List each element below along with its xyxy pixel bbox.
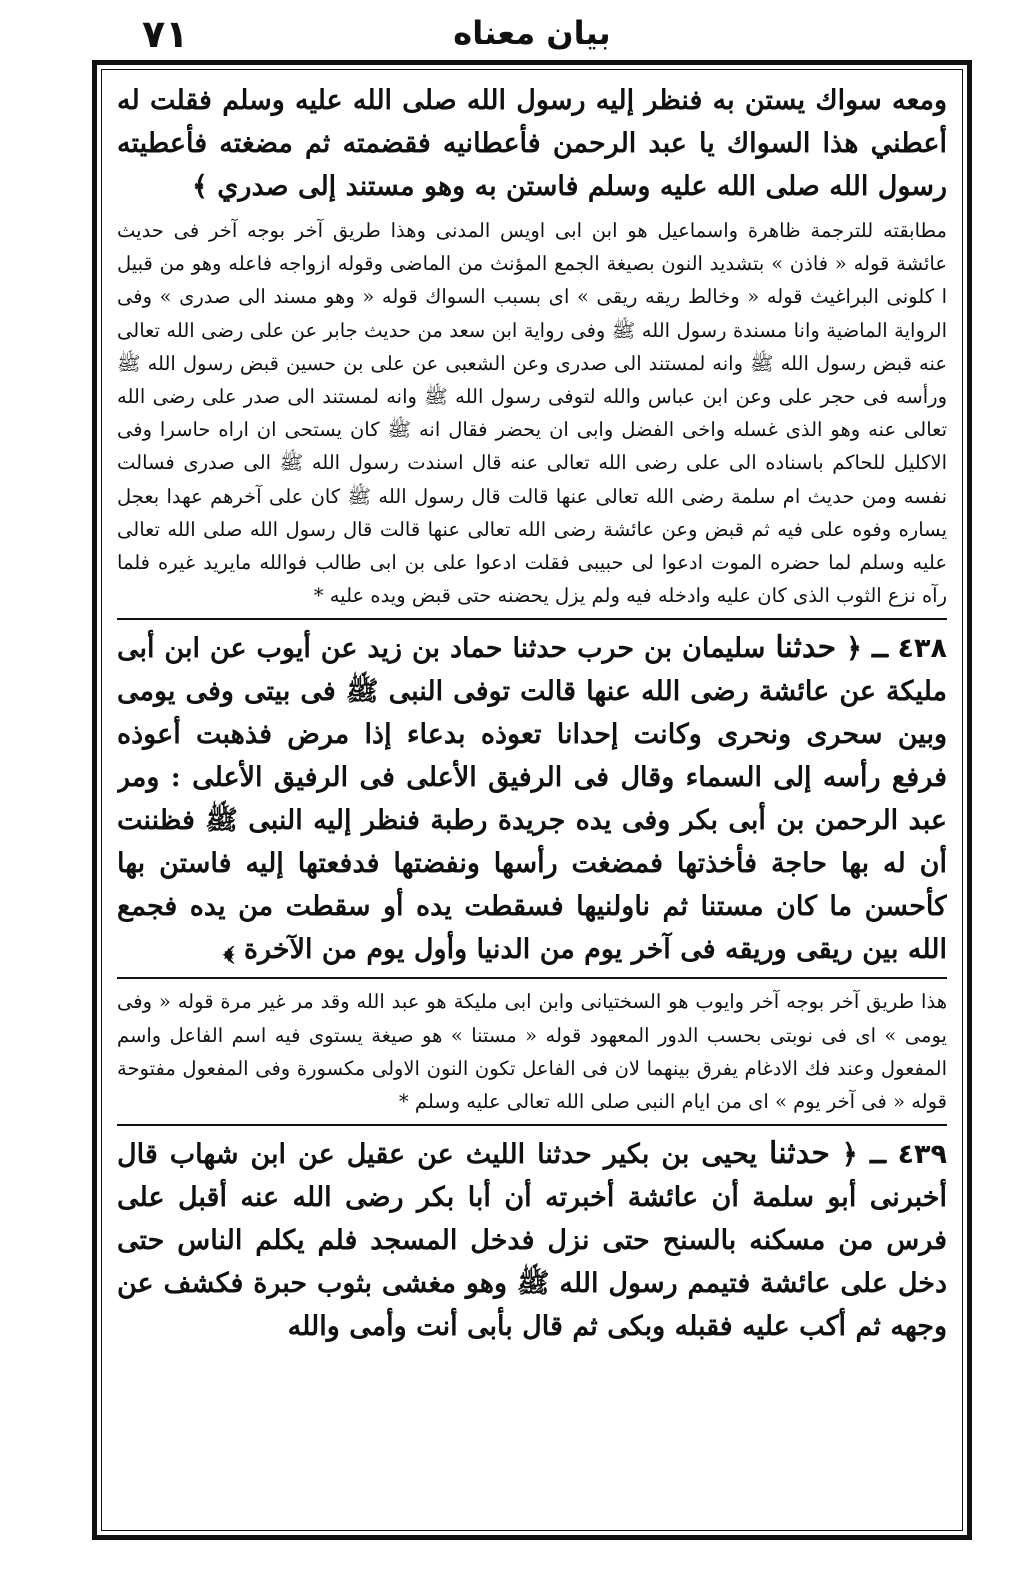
commentary-text: هذا طريق آخر بوجه آخر وايوب هو السختيانى وابن ابى مليكة هو عبد الله وقد مر غير مرة قوله « وفى يومى » اى فى نوبتى بحسب الدور المعهود قوله « مستنا » هو صيغة يستوى فيه اسم الفاعل واسم المفعول وعند فك الادغام يفرق بينهما لان فى الفاعل تكون النون الاولى مكسورة وفى المفعول مفتوحة قوله « فى آخر يوم » اى من ايام النبى صلى الله تعالى عليه وسلم * xyxy=(117,990,947,1114)
page-number: ٧١ xyxy=(142,12,189,56)
hadith-number: ٤٣٨ xyxy=(897,633,947,665)
commentary-paragraph xyxy=(117,985,947,1118)
commentary-text: مطابقته للترجمة ظاهرة واسماعيل هو ابن ابى اويس المدنى وهذا طريق آخر بوجه آخر فى حديث عائشة قوله « فاذن » بتشديد النون بصيغة الجمع المؤنث من الماضى وقوله ازواجه فاعله وهو من قبيل ا كلونى البراغيث قوله « وخالط ريقه ريقى » اى بسبب السواك قوله « وهو مسند الى صدرى » وفى الرواية الماضية وانا مسندة رسول الله ﷺ وفى رواية ابن سعد من حديث جابر عن على رضى الله تعالى عنه قبض رسول الله ﷺ وانه لمستند الى صدرى وعن الشعبى عن على بن حسين قبض رسول الله ﷺ ورأسه فى حجر على وعن ابن عباس والله لتوفى رسول الله ﷺ وانه لمستند الى صدر على رضى الله تعالى عنه وهو الذى غسله واخى الفضل وابى ان يحضر فقال انه ﷺ كان يستحى ان اراه حاسرا وفى الاكليل للحاكم باسناده الى على رضى الله تعالى عنه قال اسندت رسول الله ﷺ الى صدرى فسالت نفسه ومن حديث ام سلمة رضى الله تعالى عنها قالت قال رسول الله ﷺ كان على آخرهم عهدا بعجل يساره وفوه على فيه ثم قبض وعن عائشة رضى الله تعالى عنها قالت قال رسول الله صلى الله تعالى عليه وسلم لما حضره الموت ادعوا لى حبيبى فقلت ادعوا على بن ابى طالب فوالله مايريد غيره فلما رآه نزع الثوب الذى كان عليه وادخله فيه ولم يزل يحضنه حتى قبض ويده عليه * xyxy=(117,219,947,608)
haddathana-heading: حدثنا xyxy=(775,630,837,666)
running-title: بيان معناه xyxy=(453,14,611,52)
page-content xyxy=(117,79,947,1521)
page-header xyxy=(92,12,972,56)
hadith-438: ٤٣٨ ـ ﴿ حدثنا سليمان بن حرب حدثنا حماد بن زيد عن أيوب عن ابن أبى مليكة عن عائشة رضى الله عنها قالت توفى النبى ﷺ فى بيتى وفى يومى وبين سحرى ونحرى وكانت إحدانا تعوذه بدعاء إذا مرض فذهبت أعوذه فرفع رأسه إلى السماء وقال فى الرفيق الأعلى فى الرفيق الأعلى : ومر عبد الرحمن بن أبى بكر وفى يده جريدة رطبة فنظر إليه النبى ﷺ فظننت أن له بها حاجة فأخذتها فمضغت رأسها ونفضتها فدفعتها إليه فاستن بها كأحسن ما كان مستنا ثم ناولنيها فسقطت يده أو سقطت من يده فجمع الله بين ريقى وريقه فى آخر يوم من الدنيا وأول يوم من الآخرة ﴾ xyxy=(117,630,947,966)
hadith-439: ٤٣٩ ـ ﴿ حدثنا يحيى بن بكير حدثنا الليث عن عقيل عن ابن شهاب قال أخبرنى أبو سلمة أن عائشة أخبرته أن أبا بكر رضى الله عنه أقبل على فرس من مسكنه بالسنح حتى نزل فدخل المسجد فلم يكلم الناس حتى دخل على عائشة فتيمم رسول الله ﷺ وهو مغشى بثوب حبرة فكشف عن وجهه ثم أكب عليه فقبله وبكى ثم قال بأبى أنت وأمى والله xyxy=(117,1136,947,1343)
matn-text: يحيى بن بكير حدثنا الليث عن عقيل عن ابن شهاب قال أخبرنى أبو سلمة أن عائشة أخبرته أن أبا بكر رضى الله عنه أقبل على فرس من مسكنه بالسنح حتى نزل فدخل المسجد فلم يكلم الناس حتى دخل على عائشة فتيمم رسول الله ﷺ وهو مغشى بثوب حبرة فكشف عن وجهه ثم أكب عليه فقبله وبكى ثم قال بأبى أنت وأمى والله xyxy=(117,1139,947,1343)
matn-text: ومعه سواك يستن به فنظر إليه رسول الله صلى الله عليه وسلم فقلت له أعطني هذا السواك يا عبد الرحمن فأعطانيه فقضمته ثم مضغته فأعطيته رسول الله صلى الله عليه وسلم فاستن به وهو مستند إلى صدري xyxy=(117,85,947,202)
matn-text: سليمان بن حرب حدثنا حماد بن زيد عن أيوب عن ابن أبى مليكة عن عائشة رضى الله عنها قالت توفى النبى ﷺ فى بيتى وفى يومى وبين سحرى ونحرى وكانت إحدانا تعوذه بدعاء إذا مرض فذهبت أعوذه فرفع رأسه إلى السماء وقال فى الرفيق الأعلى فى الرفيق الأعلى : ومر عبد الرحمن بن أبى بكر وفى يده جريدة رطبة فنظر إليه النبى ﷺ فظننت أن له بها حاجة فأخذتها فمضغت رأسها ونفضتها فدفعتها إليه فاستن بها كأحسن ما كان مستنا ثم ناولنيها فسقطت يده أو سقطت من يده فجمع الله بين ريقى وريقه فى آخر يوم من الدنيا وأول يوم من الآخرة xyxy=(117,633,947,966)
hadith-continuation: ومعه سواك يستن به فنظر إليه رسول الله صلى الله عليه وسلم فقلت له أعطني هذا السواك يا عبد الرحمن فأعطانيه فقضمته ثم مضغته فأعطيته رسول الله صلى الله عليه وسلم فاستن به وهو مستند إلى صدري ﴾ xyxy=(117,85,947,202)
commentary-paragraph xyxy=(117,214,947,612)
haddathana-heading: حدثنا xyxy=(769,1136,830,1172)
page-frame xyxy=(92,60,972,1540)
hadith-number: ٤٣٩ xyxy=(897,1139,947,1171)
